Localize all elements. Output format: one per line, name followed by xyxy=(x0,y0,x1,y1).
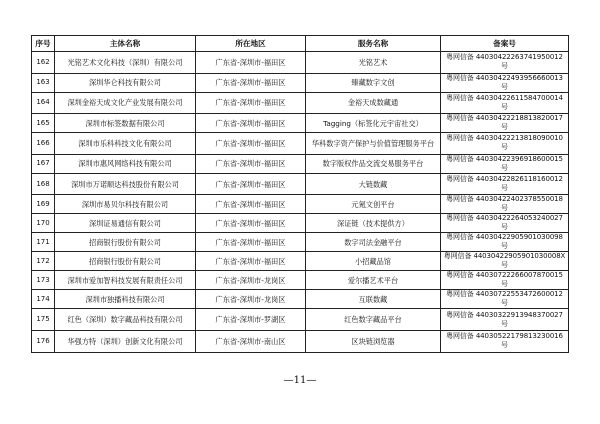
cell-region: 广东省-深圳市-福田区 xyxy=(196,92,306,114)
table-row xyxy=(32,114,569,133)
cell-entity: 深圳市易贝尔科技有限公司 xyxy=(55,195,196,214)
cell-filing: 粤网信备 44030422213818090010 号 xyxy=(441,133,569,155)
cell-region: 广东省-深圳市-福田区 xyxy=(196,214,306,233)
cell-service: 光铭艺术 xyxy=(306,52,441,74)
cell-entity: 招商银行股份有限公司 xyxy=(55,233,196,252)
cell-no: 173 xyxy=(32,271,55,290)
cell-service: 金裕天成数藏通 xyxy=(306,92,441,114)
cell-filing: 粤网信备 44030422493956660013 号 xyxy=(441,73,569,92)
cell-entity: 红色（深圳）数字藏品科技有限公司 xyxy=(55,309,196,331)
table-row xyxy=(32,309,569,331)
cell-region: 广东省-深圳市-福田区 xyxy=(196,73,306,92)
cell-filing: 粤网信备 44030422402378550018 号 xyxy=(441,195,569,214)
table-row xyxy=(32,330,569,352)
filing-table xyxy=(31,35,569,353)
cell-entity: 招商银行股份有限公司 xyxy=(55,252,196,271)
cell-no: 175 xyxy=(32,309,55,331)
cell-service: 华科数字资产保护与价值管理服务平台 xyxy=(306,133,441,155)
cell-region: 广东省-深圳市-福田区 xyxy=(196,195,306,214)
cell-region: 广东省-深圳市-福田区 xyxy=(196,154,306,173)
cell-service: 爱尔播艺术平台 xyxy=(306,271,441,290)
cell-service: 小招藏品馆 xyxy=(306,252,441,271)
cell-entity: 光铭艺术文化科技（深圳）有限公司 xyxy=(55,52,196,74)
cell-entity: 深圳市惠风网络科技有限公司 xyxy=(55,154,196,173)
header-region: 所在地区 xyxy=(196,36,306,52)
table-row xyxy=(32,195,569,214)
cell-filing: 粤网信备 44030422905901030098 号 xyxy=(441,233,569,252)
cell-region: 广东省-深圳市-福田区 xyxy=(196,114,306,133)
cell-filing: 粤网信备 44030422611584700014 号 xyxy=(441,92,569,114)
table-row xyxy=(32,133,569,155)
cell-service: 深证链（技术提供方） xyxy=(306,214,441,233)
cell-entity: 深圳证易通信有限公司 xyxy=(55,214,196,233)
cell-service: 红色数字藏品平台 xyxy=(306,309,441,331)
table-row xyxy=(32,290,569,309)
cell-filing: 粤网信备 44030422218813820017 号 xyxy=(441,114,569,133)
cell-service: 数字司法金融平台 xyxy=(306,233,441,252)
table-row xyxy=(32,73,569,92)
table-row xyxy=(32,173,569,195)
header-entity: 主体名称 xyxy=(55,36,196,52)
cell-no: 168 xyxy=(32,173,55,195)
cell-service: 臻藏数字文创 xyxy=(306,73,441,92)
cell-region: 广东省-深圳市-龙岗区 xyxy=(196,290,306,309)
cell-no: 176 xyxy=(32,330,55,352)
cell-region: 广东省-深圳市-福田区 xyxy=(196,52,306,74)
cell-filing: 粤网信备 44030722266007870015 号 xyxy=(441,271,569,290)
cell-filing: 粤网信备 44030522179813230016 号 xyxy=(441,330,569,352)
cell-entity: 深圳市乐科科技文化有限公司 xyxy=(55,133,196,155)
table-row xyxy=(32,214,569,233)
cell-no: 163 xyxy=(32,73,55,92)
cell-no: 171 xyxy=(32,233,55,252)
cell-filing: 粤网信备 44030422826118160012 号 xyxy=(441,173,569,195)
cell-filing: 粤网信备 44030422263741950012 号 xyxy=(441,52,569,74)
table-row xyxy=(32,52,569,74)
table-header-row xyxy=(32,36,569,52)
table-row xyxy=(32,252,569,271)
cell-entity: 深圳金裕天成文化产业发展有限公司 xyxy=(55,92,196,114)
cell-service: 数字版权作品交流交易服务平台 xyxy=(306,154,441,173)
cell-region: 广东省-深圳市-福田区 xyxy=(196,252,306,271)
header-filing: 备案号 xyxy=(441,36,569,52)
table-row xyxy=(32,154,569,173)
cell-entity: 深圳市万诺顺达科技股份有限公司 xyxy=(55,173,196,195)
cell-filing: 粤网信备 44030322913948370027 号 xyxy=(441,309,569,331)
cell-entity: 深圳市独播科技有限公司 xyxy=(55,290,196,309)
cell-entity: 深圳华仑科技有限公司 xyxy=(55,73,196,92)
cell-no: 174 xyxy=(32,290,55,309)
page-number: —11— xyxy=(283,375,317,386)
cell-service: 区块链浏览器 xyxy=(306,330,441,352)
table-row xyxy=(32,92,569,114)
cell-region: 广东省-深圳市-福田区 xyxy=(196,133,306,155)
cell-no: 164 xyxy=(32,92,55,114)
cell-region: 广东省-深圳市-福田区 xyxy=(196,233,306,252)
cell-service: 大链数藏 xyxy=(306,173,441,195)
cell-service: 互联数藏 xyxy=(306,290,441,309)
header-no: 序号 xyxy=(32,36,55,52)
cell-service: Tagging（标签化元宇宙社交） xyxy=(306,114,441,133)
cell-region: 广东省-深圳市-福田区 xyxy=(196,173,306,195)
cell-no: 169 xyxy=(32,195,55,214)
cell-no: 166 xyxy=(32,133,55,155)
cell-filing: 粤网信备 44030422264053240027 号 xyxy=(441,214,569,233)
cell-entity: 深圳市爱加智科技发展有限责任公司 xyxy=(55,271,196,290)
table-row xyxy=(32,233,569,252)
cell-filing: 粤网信备 44030722553472600012 号 xyxy=(441,290,569,309)
cell-filing: 粤网信备 44030422396918600015 号 xyxy=(441,154,569,173)
table-row xyxy=(32,271,569,290)
cell-no: 172 xyxy=(32,252,55,271)
cell-no: 165 xyxy=(32,114,55,133)
cell-region: 广东省-深圳市-南山区 xyxy=(196,330,306,352)
cell-filing: 粤网信备 44030422905901030008X 号 xyxy=(441,252,569,271)
cell-region: 广东省-深圳市-罗湖区 xyxy=(196,309,306,331)
cell-service: 元氪文创平台 xyxy=(306,195,441,214)
cell-entity: 华强方特（深圳）创新文化有限公司 xyxy=(55,330,196,352)
header-service: 服务名称 xyxy=(306,36,441,52)
cell-no: 170 xyxy=(32,214,55,233)
cell-region: 广东省-深圳市-龙岗区 xyxy=(196,271,306,290)
cell-no: 162 xyxy=(32,52,55,74)
cell-no: 167 xyxy=(32,154,55,173)
cell-entity: 深圳市标签数据有限公司 xyxy=(55,114,196,133)
